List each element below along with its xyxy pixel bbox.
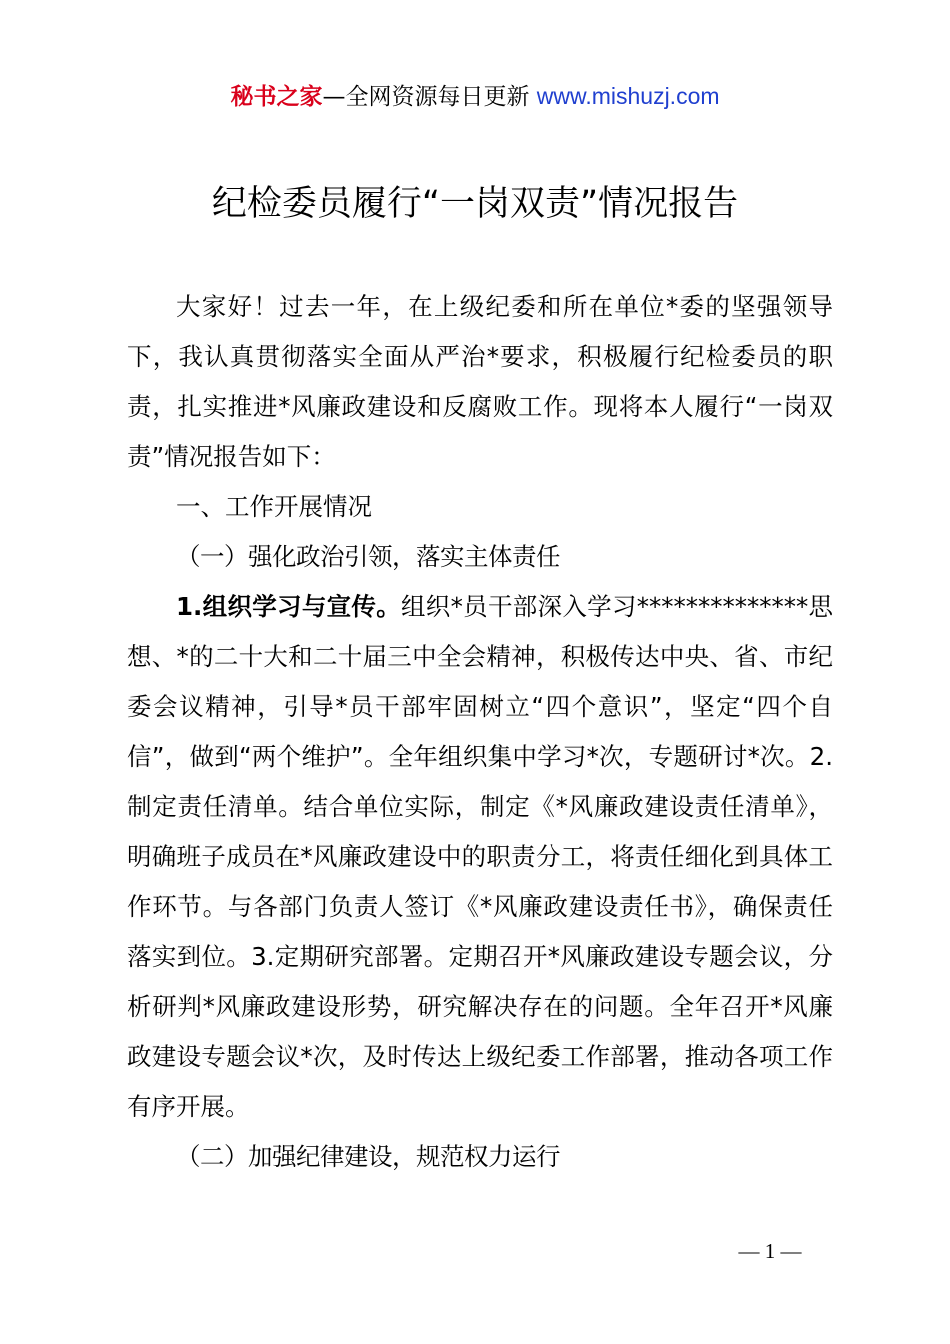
site-header [0, 80, 950, 113]
document-body [127, 282, 833, 1182]
site-slogan: —全网资源每日更新 [322, 84, 537, 110]
site-brand: 秘书之家 [230, 84, 323, 110]
site-url-link[interactable]: www.mishuzj.com [536, 83, 720, 109]
section-heading: 一、工作开展情况 [176, 492, 372, 521]
page-number: — 1 — [738, 1239, 802, 1263]
subsection-heading: （二）加强纪律建设，规范权力运行 [176, 1142, 560, 1171]
intro-paragraph: 大家好！过去一年，在上级纪委和所在单位*委的坚强领导下，我认真贯彻落实全面从严治*要求，积极履行纪检委员的职责，扎实推进*风廉政建设和反腐败工作。现将本人履行“一岗双责”情况报告如下： [127, 292, 833, 471]
item-paragraph [127, 582, 833, 1132]
subsection-heading: （一）强化政治引领，落实主体责任 [176, 542, 560, 571]
item-text: 组织*员干部深入学习**************思想、*的二十大和二十届三中全会精神，积极传达中央、省、市纪委会议精神，引导*员干部牢固树立“四个意识”，坚定“四个自信”，做到“两个维护”。全年组织集中学习*次，专题研讨*次。2.制定责任清单。结合单位实际，制定《*风廉政建设责任清单》，明确班子成员在*风廉政建设中的职责分工，将责任细化到具体工作环节。与各部门负责人签订《*风廉政建设责任书》，确保责任落实到位。3.定期研究部署。定期召开*风廉政建设专题会议，分析研判*风廉政建设形势，研究解决存在的问题。全年召开*风廉政建设专题会议*次，及时传达上级纪委工作部署，推动各项工作有序开展。 [127, 592, 834, 1121]
item-lead: 1.组织学习与宣传。 [176, 592, 402, 621]
document-title: 纪检委员履行“一岗双责”情况报告 [211, 184, 739, 224]
